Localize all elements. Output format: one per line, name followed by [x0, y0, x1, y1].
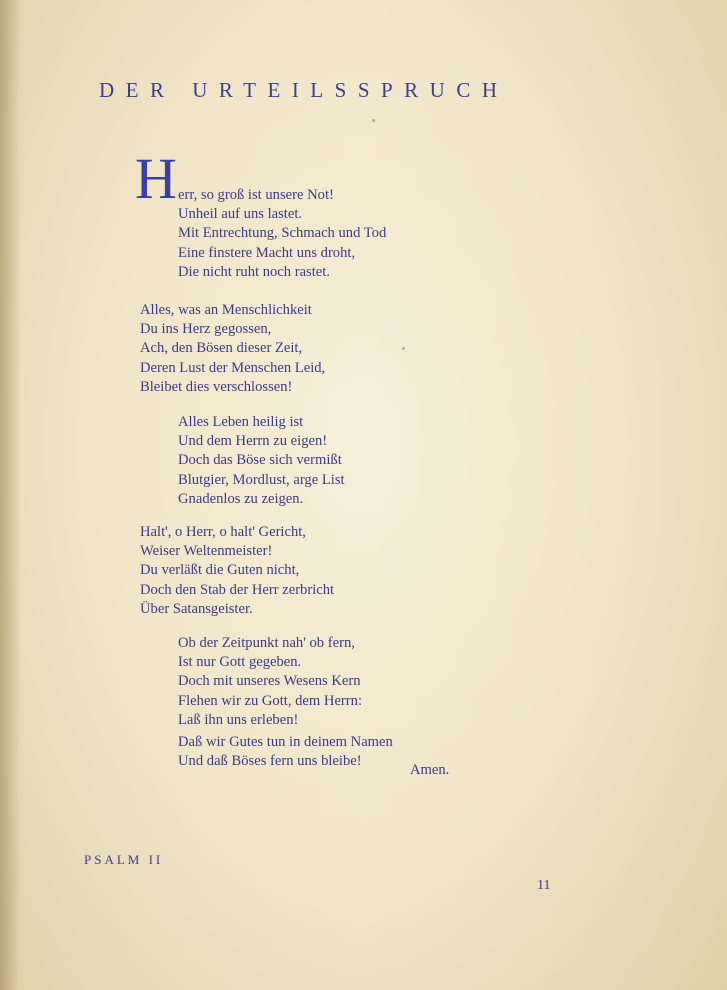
- stanza-4: [140, 523, 334, 619]
- poem-line: Über Satansgeister.: [140, 600, 253, 617]
- poem-line: Doch das Böse sich vermißt: [178, 452, 342, 469]
- poem-line: Du verläßt die Guten nicht,: [140, 562, 300, 579]
- poem-line: Laß ihn uns erleben!: [178, 711, 299, 728]
- poem-line: Und dem Herrn zu eigen!: [178, 433, 328, 450]
- poem-line: Flehen wir zu Gott, dem Herrn:: [178, 692, 362, 709]
- poem-line: Die nicht ruht noch rastet.: [178, 263, 330, 280]
- poem-line: Deren Lust der Menschen Leid,: [140, 359, 326, 376]
- poem-line: Gnadenlos zu zeigen.: [178, 490, 304, 507]
- page-number: 11: [537, 878, 551, 893]
- stanza-1: [178, 186, 386, 282]
- psalm-label: PSALM II: [84, 852, 164, 867]
- paper-speck: [402, 347, 405, 350]
- poem-line: Ob der Zeitpunkt nah' ob fern,: [178, 635, 355, 651]
- poem-line: Doch mit unseres Wesens Kern: [178, 673, 361, 690]
- stanza-2: [140, 301, 325, 397]
- poem-line: Du ins Herz gegossen,: [140, 321, 272, 338]
- page-title: DER URTEILSSPRUCH: [99, 78, 509, 102]
- stanza-6: [178, 733, 393, 771]
- poem-line: Ist nur Gott gegeben.: [178, 654, 302, 671]
- poem-line: Blutgier, Mordlust, arge List: [178, 471, 345, 488]
- poem-line: Alles, was an Menschlichkeit: [140, 302, 312, 318]
- poem-line: Und daß Böses fern uns bleibe!: [178, 753, 362, 770]
- poem-line: Mit Entrechtung, Schmach und Tod: [178, 225, 387, 242]
- stanza-5: [178, 634, 362, 730]
- stanza-3: [178, 413, 345, 509]
- page-spine-shadow: [0, 0, 20, 990]
- poem-line: Ach, den Bösen dieser Zeit,: [140, 340, 303, 357]
- poem-line: Daß wir Gutes tun in deinem Namen: [178, 734, 393, 750]
- poem-line: Alles Leben heilig ist: [178, 414, 304, 430]
- poem-line: Halt', o Herr, o halt' Gericht,: [140, 524, 306, 540]
- drop-cap: H: [135, 146, 177, 211]
- poem-line: Eine finstere Macht uns droht,: [178, 244, 356, 261]
- poem-line: Doch den Stab der Herr zerbricht: [140, 581, 335, 598]
- paper-speck: [372, 119, 375, 122]
- poem-line: Weiser Weltenmeister!: [140, 543, 273, 560]
- poem-line: Bleibet dies verschlossen!: [140, 378, 293, 395]
- amen-line: Amen.: [410, 762, 450, 778]
- poem-line: Unheil auf uns lastet.: [178, 206, 303, 223]
- poem-line: err, so groß ist unsere Not!: [178, 187, 334, 203]
